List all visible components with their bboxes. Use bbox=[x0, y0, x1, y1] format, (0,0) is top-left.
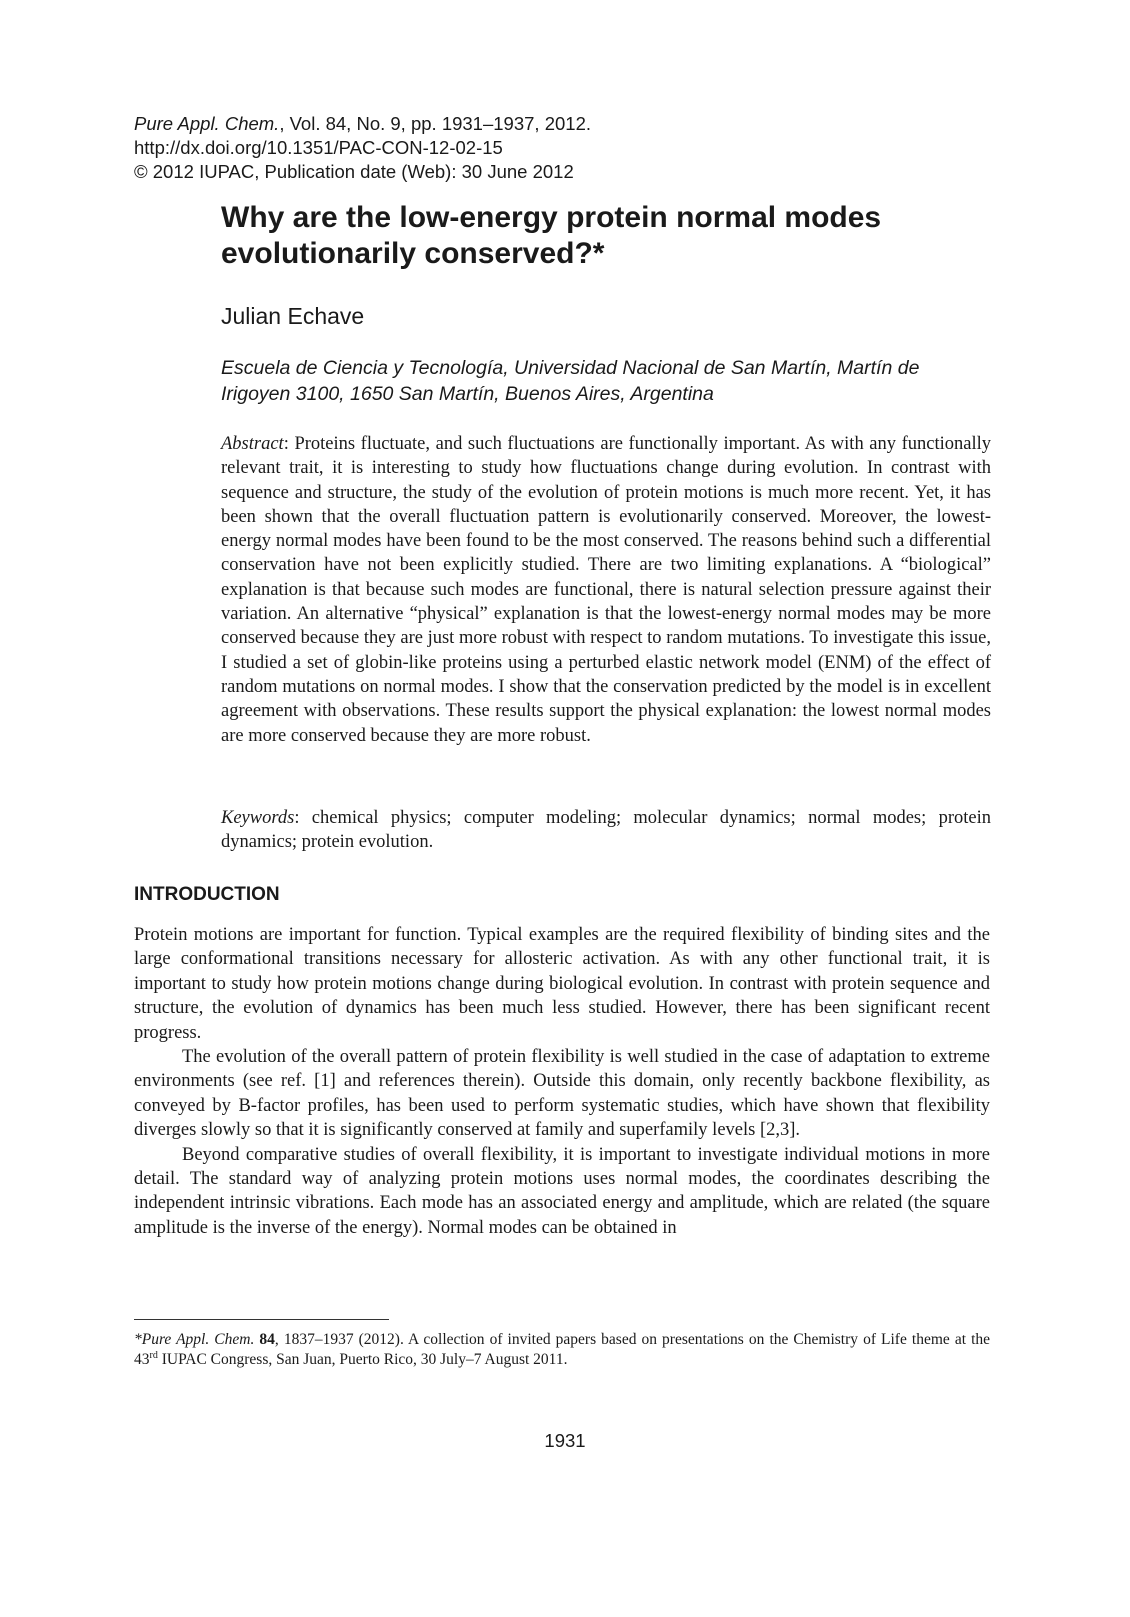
author-affiliation bbox=[221, 355, 1001, 407]
affiliation-line-1: Escuela de Ciencia y Tecnología, Universidad Nacional de San Martín, Martín de bbox=[221, 357, 920, 379]
page-number: 1931 bbox=[544, 1430, 586, 1451]
keywords bbox=[221, 806, 991, 855]
title-line-2: evolutionarily conserved?* bbox=[221, 237, 605, 270]
title-line-1: Why are the low-energy protein normal modes bbox=[221, 201, 882, 234]
journal-name: Pure Appl. Chem. bbox=[134, 113, 280, 134]
affiliation-line-2: Irigoyen 3100, 1650 San Martín, Buenos Aires, Argentina bbox=[221, 383, 714, 405]
footnote-text-a: , 1837–1937 (2012). A collection of invited papers based on presentations on the Chemistry of Life theme at the 43 bbox=[134, 1331, 991, 1368]
footnote-divider bbox=[134, 1319, 389, 1320]
intro-paragraph-2: The evolution of the overall pattern of protein flexibility is well studied in the case of adaptation to extreme environments (see ref. [1] and references therein). Outside this domain, only recently backbone flexibility, as conveyed by B-factor profiles, has been used to perform systematic studies, which have shown that flexibility diverges slowly so that it is significantly conserved at family and superfamily levels [2,3]. bbox=[134, 1047, 990, 1141]
intro-paragraph-3: Beyond comparative studies of overall flexibility, it is important to investigate individual motions in more detail. The standard way of analyzing protein motions uses normal modes, the coordinates describing the independent intrinsic vibrations. Each mode has an associated energy and amplitude, which are related (the square amplitude is the inverse of the energy). Normal modes can be obtained in bbox=[134, 1144, 990, 1238]
footnote-ordinal: rd bbox=[149, 1349, 158, 1361]
abstract-label: Abstract bbox=[221, 434, 284, 454]
article-title bbox=[221, 200, 1001, 272]
author-name: Julian Echave bbox=[221, 303, 365, 329]
footnote-journal: *Pure Appl. Chem. bbox=[134, 1331, 255, 1348]
abstract-text: : Proteins fluctuate, and such fluctuations are functionally important. As with any functionally relevant trait, it is interesting to study how fluctuations change during evolution. In contrast with sequence and structure, the study of the evolution of protein motions is much more recent. Yet, it has been shown that the overall fluctuation pattern is evolutionarily conserved. Moreover, the lowest-energy normal modes have been found to be the most conserved. The reasons behind such a differential conservation have not been explicitly studied. There are two limiting explanations. A “biological” explanation is that because such modes are functional, there is natural selection pressure against their variation. An alternative “physical” explanation is that the lowest-energy normal modes may be more conserved because they are just more robust with respect to random mutations. To investigate this issue, I studied a set of globin-like proteins using a perturbed elastic network model (ENM) of the effect of random mutations on normal modes. I show that the conservation predicted by the model is in excellent agreement with observations. These results support the physical explanation: the lowest normal modes are more conserved because they are more robust. bbox=[221, 434, 991, 746]
introduction-body bbox=[134, 923, 990, 1240]
doi-link[interactable]: http://dx.doi.org/10.1351/PAC-CON-12-02-15 bbox=[134, 137, 503, 158]
citation-header bbox=[134, 112, 1034, 184]
citation-details: , Vol. 84, No. 9, pp. 1931–1937, 2012. bbox=[279, 113, 591, 134]
footnote bbox=[134, 1330, 990, 1370]
abstract bbox=[221, 432, 991, 748]
citation-line bbox=[134, 112, 1034, 136]
intro-paragraph-1: Protein motions are important for function. Typical examples are the required flexibility of binding sites and the large conformational transitions necessary for allosteric activation. As with any other functional trait, it is important to study how protein motions change during biological evolution. In contrast with protein sequence and structure, the evolution of dynamics has been much less studied. However, there has been significant recent progress. bbox=[134, 925, 990, 1043]
footnote-volume: 84 bbox=[259, 1331, 275, 1348]
copyright-line: © 2012 IUPAC, Publication date (Web): 30 June 2012 bbox=[134, 161, 574, 182]
keywords-text: : chemical physics; computer modeling; molecular dynamics; normal modes; protein dynamics; protein evolution. bbox=[221, 808, 991, 853]
keywords-label: Keywords bbox=[221, 808, 295, 828]
footnote-text-b: IUPAC Congress, San Juan, Puerto Rico, 30 July–7 August 2011. bbox=[157, 1351, 568, 1368]
section-heading-introduction: INTRODUCTION bbox=[134, 884, 280, 905]
